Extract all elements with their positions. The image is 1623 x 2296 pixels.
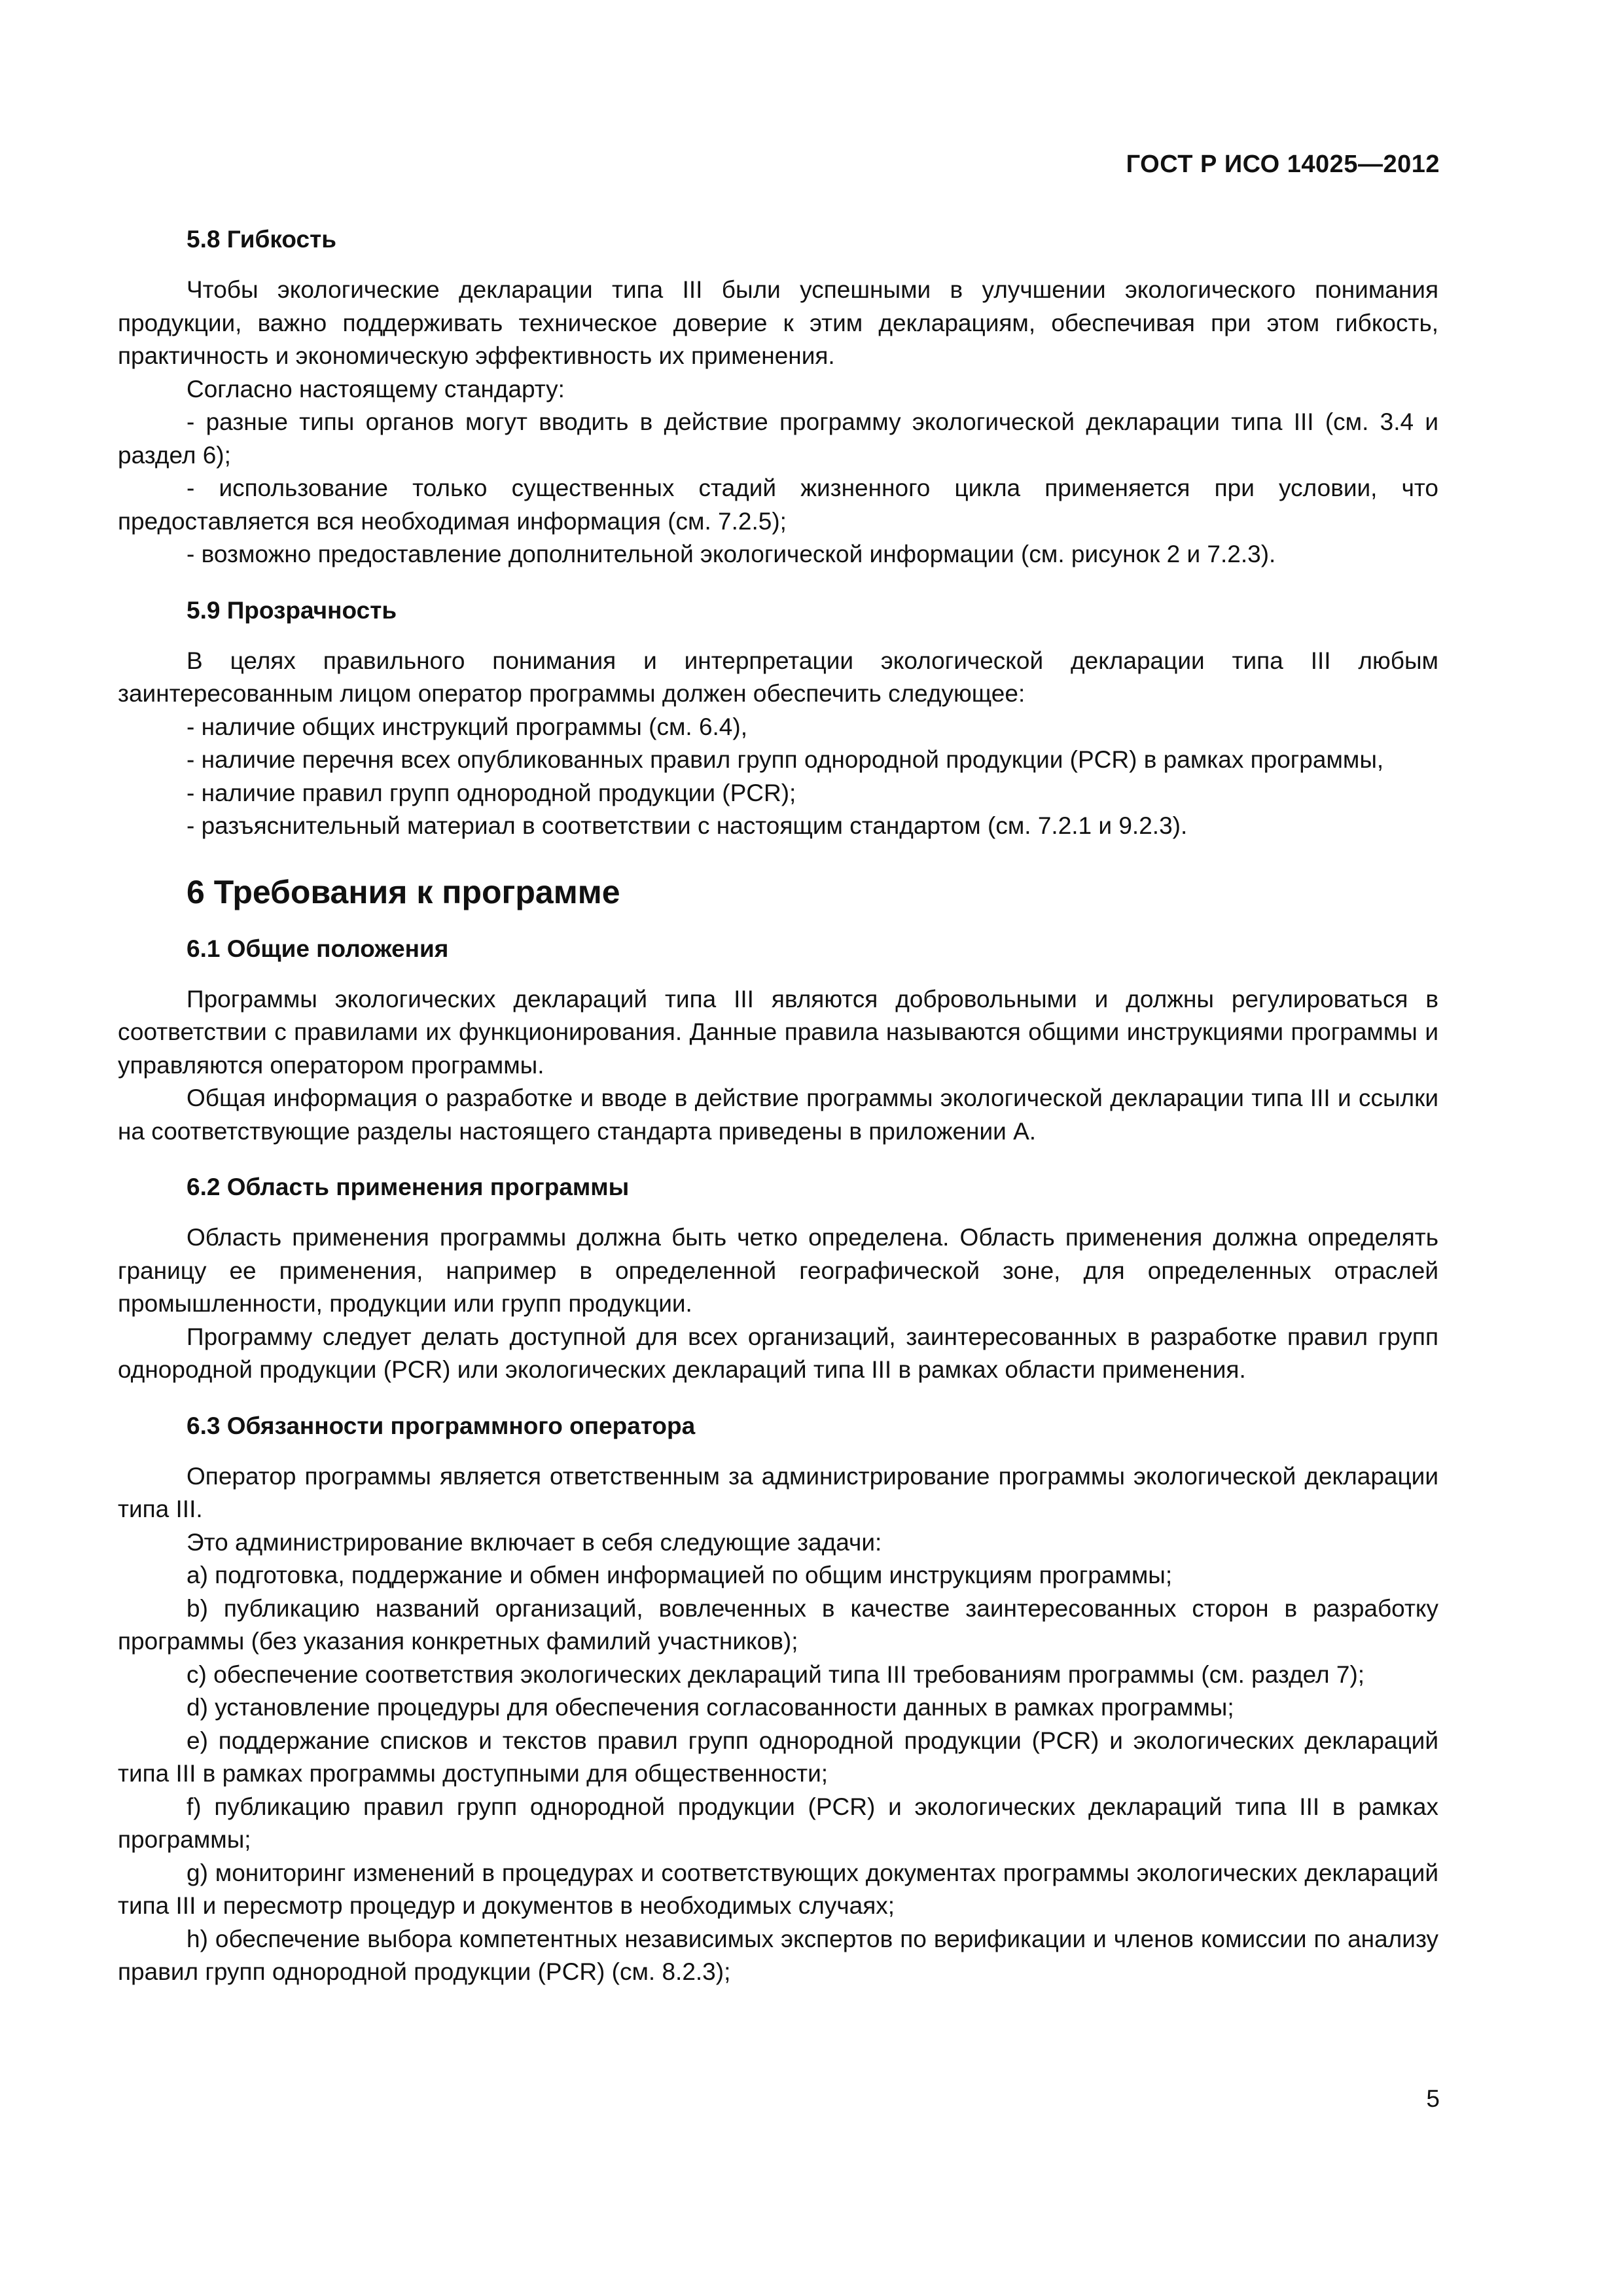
section-5-9-title: 5.9 Прозрачность <box>187 596 397 624</box>
list-item: a) подготовка, поддержание и обмен информацией по общим инструкциям программы; <box>187 1562 1173 1588</box>
section-6-title: 6 Требования к программе <box>187 873 620 910</box>
list-item: - наличие перечня всех опубликованных правил групп однородной продукции (PCR) в рамках программы, <box>187 746 1384 773</box>
list-item: - возможно предоставление дополнительной экологической информации (см. рисунок 2 и 7.2.3). <box>187 541 1276 567</box>
list-item: - наличие правил групп однородной продукции (PCR); <box>187 779 796 806</box>
paragraph: Программу следует делать доступной для всех организаций, заинтересованных в разработке правил групп однородной продукции (PCR) или экологических деклараций типа III в рамках области применения. <box>118 1323 1438 1383</box>
section-5-8-title: 5.8 Гибкость <box>187 226 336 253</box>
paragraph: Чтобы экологические декларации типа III были успешными в улучшении экологического понимания продукции, важно поддерживать техническое доверие к этим декларациям, обеспечивая при этом гибкость, практичность и экономическую эффективность их применения. <box>118 276 1438 369</box>
section-6-2-title: 6.2 Область применения программы <box>187 1174 630 1200</box>
paragraph: Согласно настоящему стандарту: <box>187 375 565 403</box>
list-item: - использование только существенных стадий жизненного цикла применяется при условии, что предоставляется вся необходимая информация (см. 7.2.5); <box>118 475 1438 535</box>
list-item: f) публикацию правил групп однородной продукции (PCR) и экологических деклараций типа III в рамках программы; <box>118 1793 1438 1853</box>
paragraph: Программы экологических деклараций типа III являются добровольными и должны регулироваться в соответствии с правилами их функционирования. Данные правила называются общими инструкциями программы и управляются оператором программы. <box>118 985 1438 1079</box>
list-item: b) публикацию названий организаций, вовлеченных в качестве заинтересованных сторон в разработку программы (без указания конкретных фамилий участников); <box>118 1594 1438 1655</box>
standard-header: ГОСТ Р ИСО 14025—2012 <box>1126 151 1440 178</box>
page-body <box>118 223 1438 1989</box>
list-item: d) установление процедуры для обеспечения согласованности данных в рамках программы; <box>187 1694 1234 1721</box>
list-item: - разные типы органов могут вводить в действие программу экологической декларации типа III (см. 3.4 и раздел 6); <box>118 408 1438 469</box>
list-item: - разъяснительный материал в соответствии с настоящим стандартом (см. 7.2.1 и 9.2.3). <box>187 812 1188 839</box>
section-6-1-title: 6.1 Общие положения <box>187 935 449 962</box>
list-item: - наличие общих инструкций программы (см. 6.4), <box>187 713 747 740</box>
list-item: c) обеспечение соответствия экологических деклараций типа III требованиям программы (см. раздел 7); <box>187 1660 1365 1688</box>
page-number: 5 <box>1426 2085 1440 2112</box>
section-6-3-title: 6.3 Обязанности программного оператора <box>187 1412 696 1439</box>
list-item: h) обеспечение выбора компетентных независимых экспертов по верификации и членов комиссии по анализу правил групп однородной продукции (PCR) (см. 8.2.3); <box>118 1925 1438 1985</box>
list-item: e) поддержание списков и текстов правил групп однородной продукции (PCR) и экологических деклараций типа III в рамках программы доступными для общественности; <box>118 1727 1438 1787</box>
paragraph: Это администрирование включает в себя следующие задачи: <box>187 1528 882 1556</box>
paragraph: В целях правильного понимания и интерпретации экологической декларации типа III любым заинтересованным лицом оператор программы должен обеспечить следующее: <box>118 647 1438 707</box>
paragraph: Общая информация о разработке и вводе в действие программы экологической декларации типа III и ссылки на соответствующие разделы настоящего стандарта приведены в приложении А. <box>118 1085 1438 1145</box>
paragraph: Оператор программы является ответственным за администрирование программы экологической декларации типа III. <box>118 1462 1438 1522</box>
list-item: g) мониторинг изменений в процедурах и соответствующих документах программы экологических деклараций типа III и пересмотр процедур и документов в необходимых случаях; <box>118 1859 1438 1919</box>
paragraph: Область применения программы должна быть четко определена. Область применения должна определять границу ее применения, например в определенной географической зоне, для определенных отраслей промышленности, продукции или групп продукции. <box>118 1224 1438 1317</box>
